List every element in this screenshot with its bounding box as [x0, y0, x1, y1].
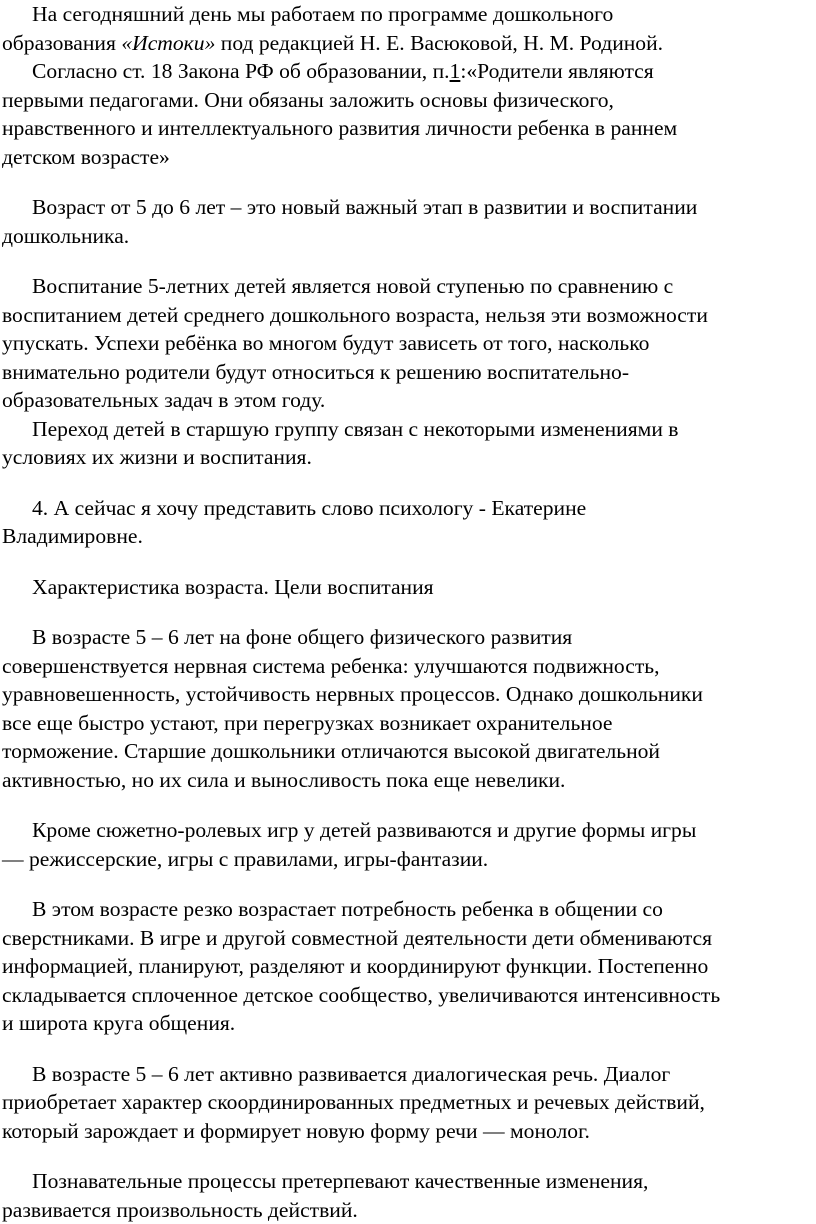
text-line: образовательных задач в этом году.	[2, 386, 816, 415]
footnote-link[interactable]: 1	[450, 59, 461, 83]
section-heading	[2, 573, 816, 602]
text-line: — режиссерские, игры с правилами, игры-фантазии.	[2, 845, 816, 874]
text-line: Кроме сюжетно-ролевых игр у детей развиваются и другие формы игры	[2, 816, 816, 845]
text-span: под редакцией Н. Е. Васюковой, Н. М. Родиной.	[215, 31, 663, 55]
paragraph-speech	[2, 1060, 816, 1146]
text-line: который зарождает и формирует новую форму речи — монолог.	[2, 1117, 816, 1146]
paragraph-program	[2, 0, 816, 57]
text-line: детском возрасте»	[2, 143, 816, 172]
text-span: :«Родители являются	[460, 59, 653, 83]
text-span: образования	[2, 31, 121, 55]
text-line: активностью, но их сила и выносливость пока еще невелики.	[2, 766, 816, 795]
text-line: приобретает характер скоординированных предметных и речевых действий,	[2, 1088, 816, 1117]
text-line: Познавательные процессы претерпевают качественные изменения,	[2, 1167, 816, 1196]
text-line: внимательно родители будут относиться к решению воспитательно-	[2, 358, 816, 387]
text-span: Согласно ст. 18 Закона РФ об образовании, п.	[32, 59, 450, 83]
text-line	[2, 57, 816, 86]
text-line: воспитанием детей среднего дошкольного возраста, нельзя эти возможности	[2, 301, 816, 330]
text-line: Воспитание 5-летних детей является новой ступенью по сравнению с	[2, 272, 816, 301]
text-line: Возраст от 5 до 6 лет – это новый важный этап в развитии и воспитании	[2, 193, 816, 222]
text-line: совершенствуется нервная система ребенка: улучшаются подвижность,	[2, 652, 816, 681]
text-line: уравновешенность, устойчивость нервных процессов. Однако дошкольники	[2, 680, 816, 709]
paragraph-transition	[2, 415, 816, 472]
paragraph-cognition	[2, 1167, 816, 1224]
text-line: 4. А сейчас я хочу представить слово психологу - Екатерине	[2, 494, 816, 523]
text-line	[2, 29, 816, 58]
text-line: В возрасте 5 – 6 лет на фоне общего физического развития	[2, 623, 816, 652]
paragraph-psychologist	[2, 494, 816, 551]
text-line: информацией, планируют, разделяют и координируют функции. Постепенно	[2, 952, 816, 981]
text-line: дошкольника.	[2, 222, 816, 251]
text-line: развивается произвольность действий.	[2, 1196, 816, 1224]
text-line: торможение. Старшие дошкольники отличаются высокой двигательной	[2, 737, 816, 766]
paragraph-upbringing	[2, 272, 816, 415]
text-line: В возрасте 5 – 6 лет активно развивается диалогическая речь. Диалог	[2, 1060, 816, 1089]
text-line: Переход детей в старшую группу связан с некоторыми изменениями в	[2, 415, 816, 444]
paragraph-communication	[2, 895, 816, 1038]
text-line: Владимировне.	[2, 522, 816, 551]
text-line: и широта круга общения.	[2, 1009, 816, 1038]
text-line: В этом возрасте резко возрастает потребность ребенка в общении со	[2, 895, 816, 924]
paragraph-age	[2, 193, 816, 250]
paragraph-physical	[2, 623, 816, 794]
text-line: упускать. Успехи ребёнка во многом будут зависеть от того, насколько	[2, 329, 816, 358]
text-line: первыми педагогами. Они обязаны заложить основы физического,	[2, 86, 816, 115]
paragraph-games	[2, 816, 816, 873]
program-title: «Истоки»	[121, 31, 215, 55]
text-line: На сегодняшний день мы работаем по программе дошкольного	[2, 0, 816, 29]
text-line: условиях их жизни и воспитания.	[2, 443, 816, 472]
text-line: сверстниками. В игре и другой совместной деятельности дети обмениваются	[2, 924, 816, 953]
text-line: нравственного и интеллектуального развития личности ребенка в раннем	[2, 114, 816, 143]
text-line: складывается сплоченное детское сообщество, увеличиваются интенсивность	[2, 981, 816, 1010]
text-line: все еще быстро устают, при перегрузках возникает охранительное	[2, 709, 816, 738]
text-line: Характеристика возраста. Цели воспитания	[2, 573, 816, 602]
paragraph-law	[2, 57, 816, 171]
